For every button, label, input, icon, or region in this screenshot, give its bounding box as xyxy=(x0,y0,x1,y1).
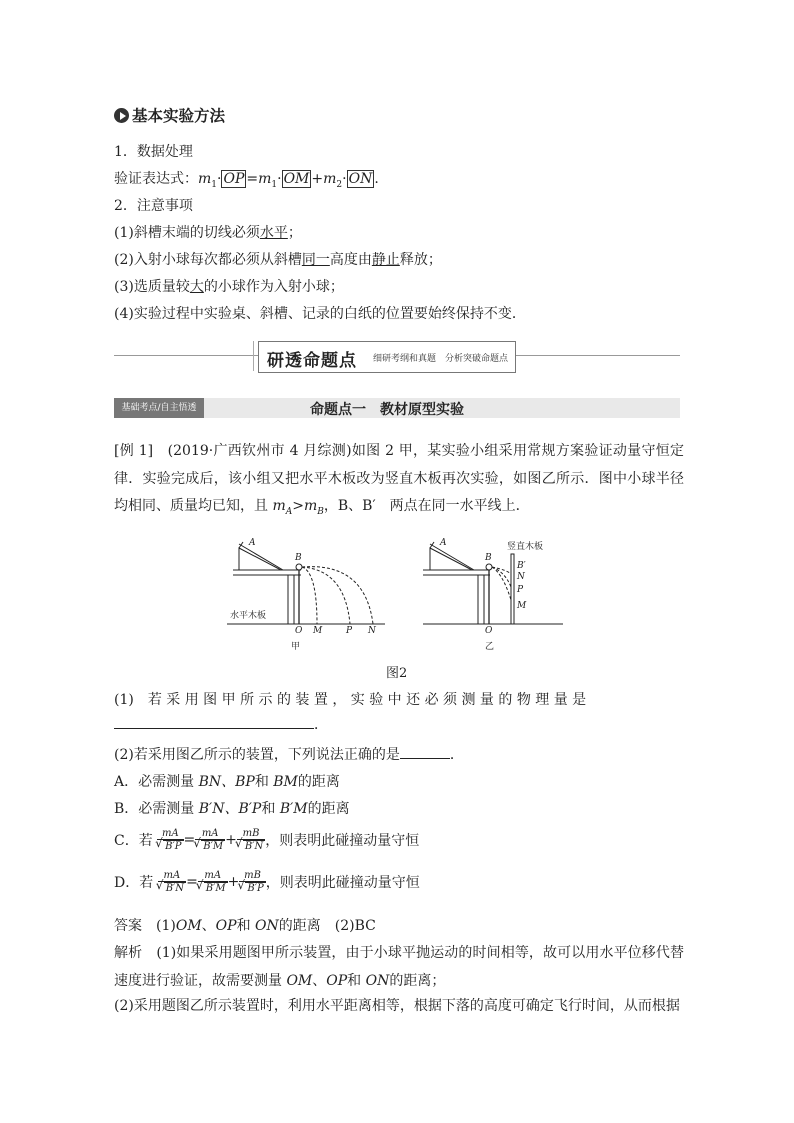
option-A: A．必需测量 BN、BP和 BM的距离 xyxy=(114,774,340,790)
fig-left-M: M xyxy=(313,626,323,636)
example-label: [例 1] xyxy=(114,443,154,459)
fraction: mA √ B′M xyxy=(195,828,225,852)
answer-line: 答案 (1)OM、OP和 ON的距离 (2)BC xyxy=(114,918,376,934)
fig-left-O: O xyxy=(295,626,303,636)
figure-2 xyxy=(225,532,570,657)
note-1: (1)斜槽末端的切线必须水平； xyxy=(114,225,302,241)
example-paragraph: [例 1] (2019·广西钦州市 4 月综测)如图 2 甲，某实验小组采用常规方案验证动量守恒定律．实验完成后，该小组又把水平木板改为竖直木板再次实验，如图乙所示．图中小球半径均相同、质量均已知，且 $m_A>m_B$，B、B′ 两点在同一水平线上． xyxy=(114,443,685,517)
item-notes: 2．注意事项 xyxy=(114,198,193,214)
note-4: (4)实验过程中实验桌、斜槽、记录的白纸的位置要始终保持不变． xyxy=(114,306,526,322)
fraction: mB √ B′P xyxy=(239,870,265,894)
boxed-ON: ON xyxy=(348,171,373,187)
boxed-OM: OM xyxy=(283,171,310,187)
fig-left-A: A xyxy=(249,538,256,548)
fig-left-P: P xyxy=(346,626,353,636)
fig-right-board: 竖直木板 xyxy=(507,542,544,552)
question-1-answer-line: ． xyxy=(114,714,328,734)
banner-subtitle: 细研考纲和真题 分析突破命题点 xyxy=(373,354,509,364)
section-title: 命题点一 教材原型实验 xyxy=(310,402,464,418)
note-3: (3)选质量较大的小球作为入射小球； xyxy=(114,279,344,295)
option-B: B．必需测量 B′N、B′P和 B′M的距离 xyxy=(114,801,350,817)
fig-right-Bp: B′ xyxy=(517,561,526,571)
boxed-OP: OP xyxy=(223,171,245,187)
banner-rule-right xyxy=(514,355,680,356)
fig-left-B: B xyxy=(295,553,302,563)
figure-right xyxy=(423,542,563,624)
formula-line: 验证表达式：$m_1\cdot$ OP $=m_1\cdot$ OM $+m_2\cdot$ ON . xyxy=(114,171,379,190)
note-2: (2)入射小球每次都必须从斜槽同一高度由静止释放； xyxy=(114,252,442,268)
banner-title: 研透命题点 xyxy=(267,351,357,371)
play-circle-icon xyxy=(114,108,129,123)
fig-right-B: B xyxy=(485,553,492,563)
analysis-paragraph-1: 解析 (1)如果采用题图甲所示装置，由于小球平抛运动的时间相等，故可以用水平位移代替速度进行验证，故需要测量 OM、OP和 ON的距离； xyxy=(114,945,684,989)
fig-left-N: N xyxy=(368,626,376,636)
question-2: (2)若采用图乙所示的装置，下列说法正确的是 ． xyxy=(114,747,464,763)
banner-rule-left xyxy=(114,355,258,356)
analysis-label: 解析 xyxy=(114,945,143,961)
fig-right-N: N xyxy=(517,572,525,582)
answer-blank-2 xyxy=(400,746,450,759)
option-C: C．若 mA √ B′P = mA √ B′M + mB √ B′N ，则表明此碰撞动量守恒 xyxy=(114,828,419,852)
fraction: mB √ B′N xyxy=(237,828,265,852)
section-heading: 基本实验方法 xyxy=(114,104,225,126)
question-1: (1) 若 采 用 图 甲 所 示 的 装 置 ， 实 验 中 还 必 须 测 量 的 物 理 量 是 xyxy=(114,692,587,708)
section-tag: 基础考点/自主悟透 xyxy=(114,398,204,418)
fraction: mA √ B′M xyxy=(198,870,228,894)
answer-label: 答案 xyxy=(114,918,142,934)
fig-right-O: O xyxy=(485,626,493,636)
option-D: D．若 mA √ B′N = mA √ B′M + mB √ B′P ，则表明此碰撞动量守恒 xyxy=(114,870,420,894)
fig-right-name: 乙 xyxy=(485,642,495,652)
analysis-paragraph-2: (2)采用题图乙所示装置时，利用水平距离相等，根据下落的高度可确定飞行时间，从而根据 xyxy=(114,998,680,1014)
answer-blank-1 xyxy=(114,716,314,729)
fig-right-M: M xyxy=(517,601,527,611)
fig-left-board: 水平木板 xyxy=(230,611,267,621)
fraction: mA √ B′N xyxy=(158,870,186,894)
fig-left-name: 甲 xyxy=(291,642,301,652)
fig-right-A: A xyxy=(440,538,447,548)
fig-right-P: P xyxy=(517,585,524,595)
item-data-processing: 1．数据处理 xyxy=(114,144,193,160)
figure-caption: 图2 xyxy=(386,666,408,681)
fraction: mA √ B′P xyxy=(157,828,183,852)
